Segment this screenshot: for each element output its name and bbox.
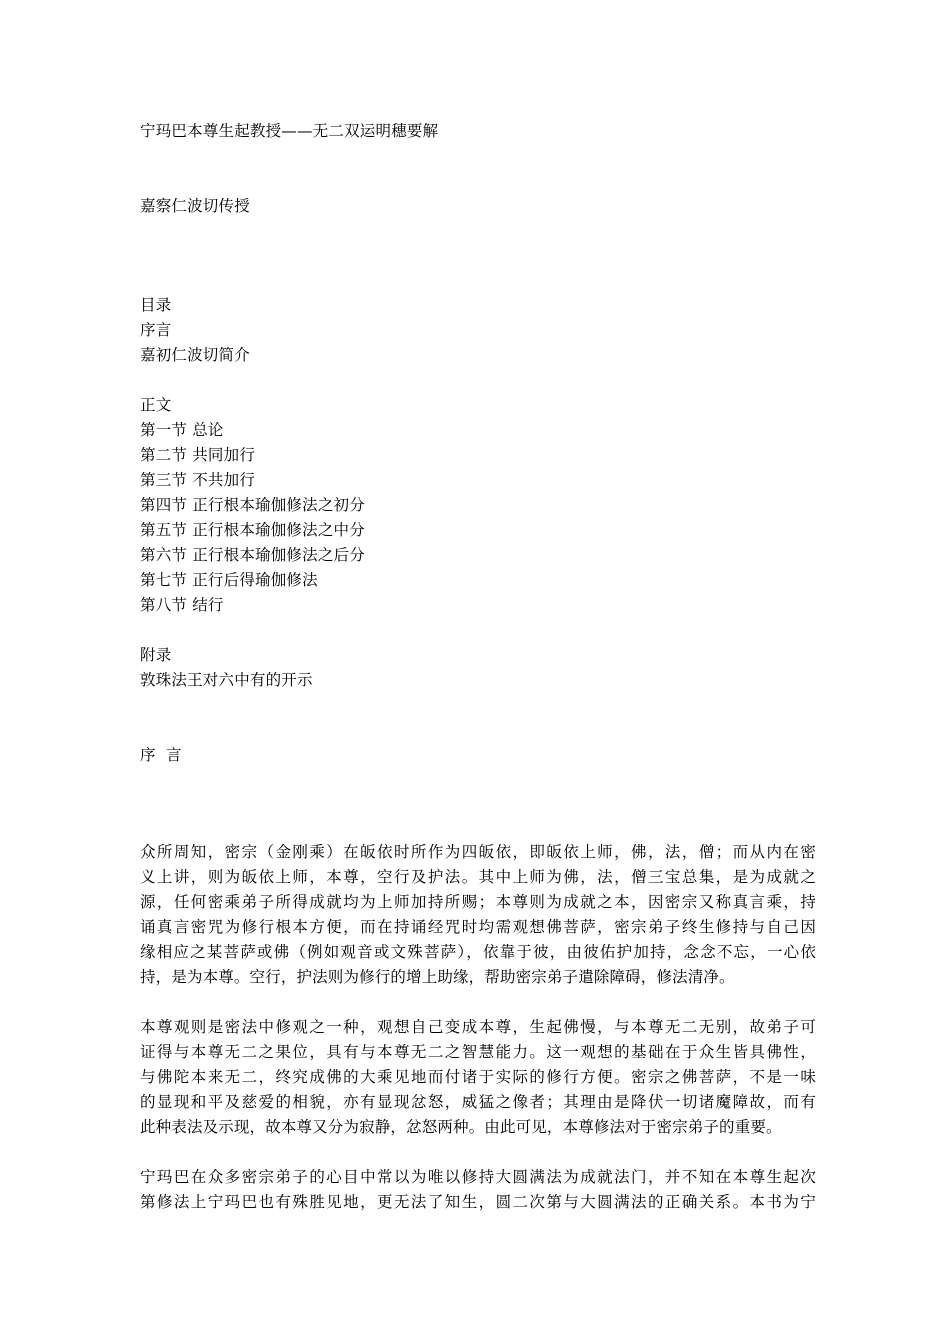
text-line: 与佛陀本来无二，终究成佛的大乘见地而付诸于实际的修行方便。密宗之佛菩萨，不是一味 <box>140 1068 816 1086</box>
text-line: 的显现和平及慈爱的相貌，亦有显现忿怒，威猛之像者；其理由是降伏一切诸魔障故，而有 <box>140 1093 816 1111</box>
author-line: 嘉察仁波切传授 <box>140 197 250 215</box>
text-line: 诵真言密咒为修行根本方便，而在持诵经咒时均需观想佛菩萨，密宗弟子终生修持与自己因 <box>140 918 816 936</box>
text-line: 缘相应之某菩萨或佛（例如观音或文殊菩萨），依靠于彼，由彼佑护加持，念念不忘，一心依 <box>140 943 816 961</box>
preface-paragraph-3 <box>140 1165 816 1215</box>
toc-heading: 目录 <box>140 296 172 314</box>
document-title: 宁玛巴本尊生起教授——无二双运明穗要解 <box>140 122 439 140</box>
toc-item-preface: 序言 <box>140 321 172 339</box>
text-line: 本尊观则是密法中修观之一种，观想自己变成本尊，生起佛慢，与本尊无二无别，故弟子可 <box>140 1018 816 1036</box>
text-line: 宁玛巴在众多密宗弟子的心目中常以为唯以修持大圆满法为成就法门，并不知在本尊生起次 <box>140 1168 816 1186</box>
toc-section-2: 第二节 共同加行 <box>140 446 256 464</box>
toc-appendix-item: 敦珠法王对六中有的开示 <box>140 671 313 689</box>
text-line: 源，任何密乘弟子所得成就均为上师加持所赐；本尊则为成就之本，因密宗又称真言乘，持 <box>140 893 816 911</box>
toc-section-5: 第五节 正行根本瑜伽修法之中分 <box>140 521 365 539</box>
toc-section-1: 第一节 总论 <box>140 421 224 439</box>
text-line: 众所周知，密宗（金刚乘）在皈依时所作为四皈依，即皈依上师，佛，法，僧；而从内在密 <box>140 843 816 861</box>
toc-section-6: 第六节 正行根本瑜伽修法之后分 <box>140 546 365 564</box>
toc-appendix-heading: 附录 <box>140 646 172 664</box>
toc-section-7: 第七节 正行后得瑜伽修法 <box>140 571 318 589</box>
text-line: 证得与本尊无二之果位，具有与本尊无二之智慧能力。这一观想的基础在于众生皆具佛性， <box>140 1043 816 1061</box>
text-line: 义上讲，则为皈依上师，本尊，空行及护法。其中上师为佛，法，僧三宝总集，是为成就之 <box>140 868 816 886</box>
toc-section-8: 第八节 结行 <box>140 596 224 614</box>
preface-paragraph-1 <box>140 840 816 990</box>
text-line: 第修法上宁玛巴也有殊胜见地，更无法了知生，圆二次第与大圆满法的正确关系。本书为宁 <box>140 1193 816 1211</box>
text-line: 此种表法及示现，故本尊又分为寂静，忿怒两种。由此可见，本尊修法对于密宗弟子的重要。 <box>140 1118 782 1136</box>
preface-paragraph-2 <box>140 1015 816 1140</box>
toc-section-3: 第三节 不共加行 <box>140 471 256 489</box>
toc-main-heading: 正文 <box>140 396 172 414</box>
toc-section-4: 第四节 正行根本瑜伽修法之初分 <box>140 496 365 514</box>
toc-item-biography: 嘉初仁波切简介 <box>140 346 250 364</box>
text-line: 持，是为本尊。空行，护法则为修行的增上助缘，帮助密宗弟子遣除障碍，修法清净。 <box>140 968 735 986</box>
preface-heading: 序 言 <box>140 746 182 764</box>
